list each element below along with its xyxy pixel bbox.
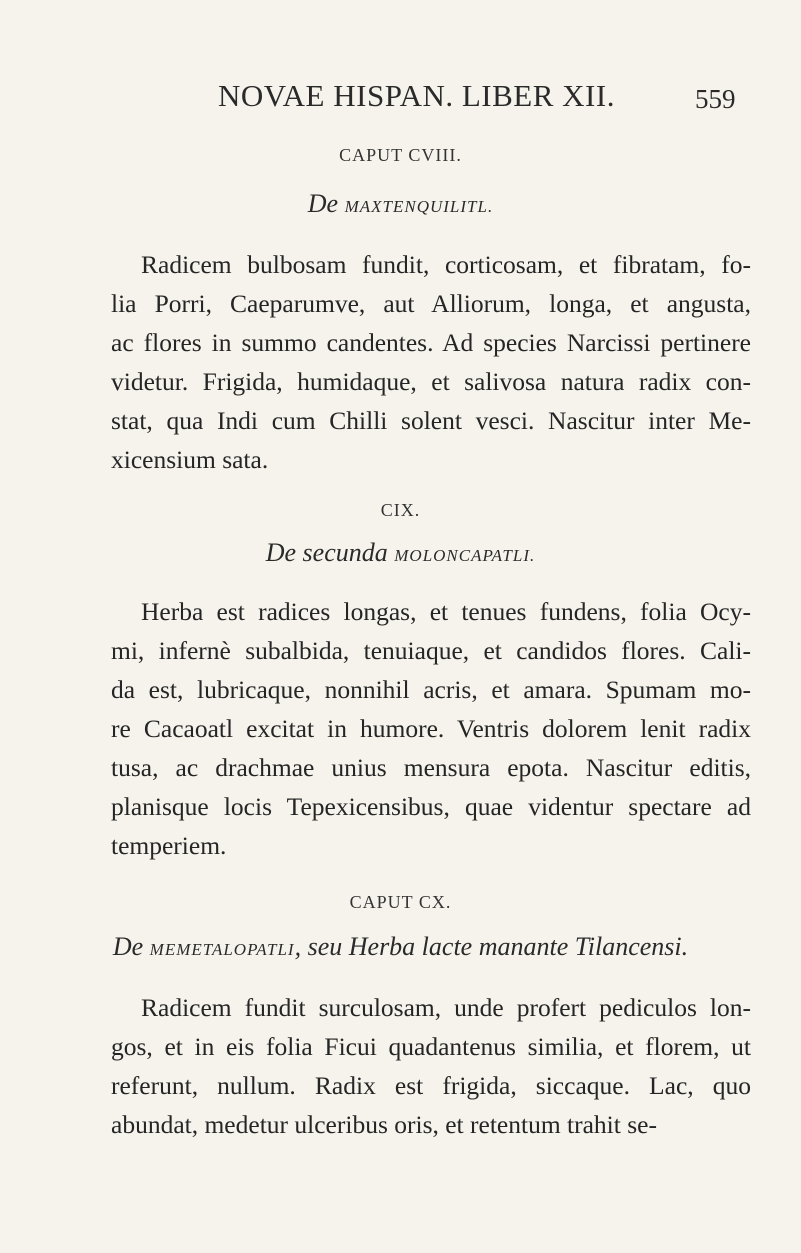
text-line: xicensium sata. (111, 445, 269, 474)
heading-prefix: De (307, 189, 339, 218)
chapter-heading (0, 189, 801, 219)
text-line: videtur. Frigida, humidaque, et salivosa natura radix con- (111, 367, 751, 396)
chapter-number: CAPUT CVIII. (339, 145, 462, 165)
heading-plant-name: MOLONCAPATLI. (394, 546, 536, 565)
heading-plant-name: MAXTENQUILITL. (344, 197, 494, 216)
text-line: stat, qua Indi cum Chilli solent vesci. Nascitur inter Me- (111, 406, 751, 435)
heading-prefix: De secunda (265, 538, 388, 567)
text-line: Radicem fundit surculosam, unde profert pediculos lon- (141, 993, 751, 1022)
text-line: ac flores in summo candentes. Ad species Narcissi pertinere (111, 328, 751, 357)
text-line: abundat, medetur ulceribus oris, et retentum trahit se- (111, 1110, 657, 1139)
paragraph (111, 592, 751, 865)
running-head: NOVAE HISPAN. LIBER XII. (218, 78, 615, 113)
paragraph (111, 245, 751, 479)
text-line: da est, lubricaque, nonnihil acris, et amara. Spumam mo- (111, 675, 751, 704)
heading-suffix: , seu Herba lacte manante Tilancensi. (294, 932, 689, 961)
text-line: Radicem bulbosam fundit, corticosam, et fibratam, fo- (141, 250, 751, 279)
chapter-heading (0, 538, 801, 568)
chapter-heading (0, 932, 801, 962)
text-line: lia Porri, Caeparumve, aut Alliorum, longa, et angusta, (111, 289, 751, 318)
paragraph (111, 988, 751, 1144)
text-line: tusa, ac drachmae unius mensura epota. Nascitur editis, (111, 753, 751, 782)
text-line: planisque locis Tepexicensibus, quae videntur spectare ad (111, 792, 751, 821)
chapter-number: CIX. (380, 500, 421, 520)
chapter-number: CAPUT CX. (349, 892, 452, 912)
text-line: re Cacaoatl excitat in humore. Ventris dolorem lenit radix (111, 714, 751, 743)
heading-prefix: De (112, 932, 144, 961)
heading-plant-name: MEMETALOPATLI (149, 940, 295, 959)
text-line: Herba est radices longas, et tenues fundens, folia Ocy- (141, 597, 751, 626)
text-line: temperiem. (111, 831, 227, 860)
page-number: 559 (695, 84, 736, 114)
text-line: gos, et in eis folia Ficui quadantenus similia, et florem, ut (111, 1032, 751, 1061)
text-line: mi, infernè subalbida, tenuiaque, et candidos flores. Cali- (111, 636, 751, 665)
text-line: referunt, nullum. Radix est frigida, siccaque. Lac, quo (111, 1071, 751, 1100)
